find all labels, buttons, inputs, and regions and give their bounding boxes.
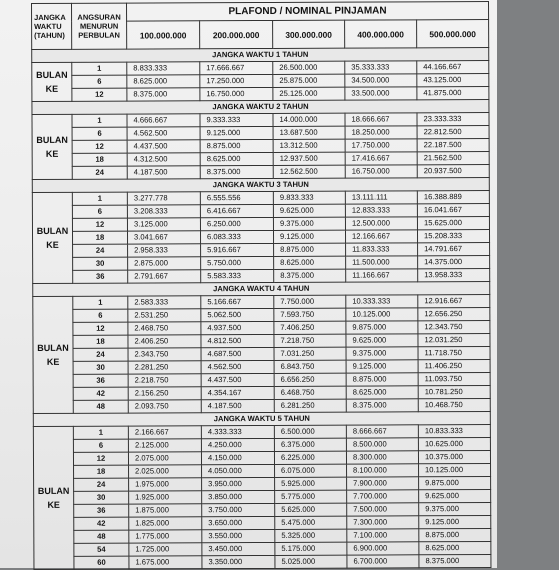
amount-cell: 18.250.000 [345,126,417,139]
amount-cell: 3.350.000 [202,555,275,568]
month-cell: 1 [73,296,128,309]
amount-cell: 4.050.000 [202,464,275,477]
amount-cell: 7.900.000 [347,477,419,490]
amount-cell: 9.625.000 [273,204,345,217]
amount-cell: 14.375.000 [418,256,490,269]
amount-cell: 16.041.667 [417,204,489,217]
amount-cell: 9.833.333 [273,191,345,204]
amount-cell: 8.625.000 [200,152,273,165]
amount-cell: 7.700.000 [347,490,419,503]
amount-cell: 5.625.000 [275,503,347,516]
amount-cell: 11.500.000 [346,256,418,269]
amount-cell: 22.187.500 [417,139,489,152]
amount-cell: 6.843.750 [274,360,346,373]
amount-cell: 44.166.667 [417,61,489,74]
amount-cell: 8.375.000 [127,88,200,101]
bulan-ke-cell [33,296,74,413]
amount-cell: 2.093.750 [128,400,201,413]
month-cell: 18 [72,231,127,244]
amount-cell: 3.125.000 [127,218,200,231]
amount-cell: 2.875.000 [128,257,201,270]
amount-cell: 3.650.000 [202,516,275,529]
amount-cell: 25.875.000 [273,74,345,87]
header-amount-300m: 300.000.000 [273,20,345,48]
amount-cell: 5.175.000 [275,542,347,555]
amount-cell: 25.125.000 [273,87,345,100]
amount-cell: 11.833.333 [346,243,418,256]
month-cell: 24 [72,166,127,179]
month-cell: 1 [72,62,127,75]
amount-cell: 3.850.000 [202,490,275,503]
header-angsuran: ANGSURAN MENURUN PERBULAN [72,3,127,49]
month-cell: 12 [72,218,127,231]
month-cell: 12 [72,88,127,101]
amount-cell: 14.000.000 [273,113,345,126]
amount-cell: 5.916.667 [201,243,274,256]
amount-cell: 8.375.000 [419,554,491,567]
month-cell: 42 [73,387,128,400]
amount-cell: 22.812.500 [417,126,489,139]
amount-cell: 12.656.250 [418,308,490,321]
amount-cell: 2.791.667 [128,270,201,283]
amount-cell: 10.375.000 [418,450,490,463]
amount-cell: 7.300.000 [347,516,419,529]
bulan-label: BULAN [36,134,68,145]
amount-cell: 2.468.750 [128,322,201,335]
amount-cell: 11.718.750 [418,347,490,360]
amount-cell: 3.450.000 [202,542,275,555]
month-cell: 18 [74,465,129,478]
amount-cell: 4.312.500 [127,153,200,166]
amount-cell: 1.775.000 [129,530,202,543]
amount-cell: 15.625.000 [417,217,489,230]
section-title: JANGKA WAKTU 1 TAHUN [32,48,489,63]
amount-cell: 8.625.000 [346,386,418,399]
amount-cell: 3.208.333 [127,205,200,218]
installment-table [31,1,491,570]
amount-cell: 14.791.667 [418,243,490,256]
amount-cell: 4.437.500 [127,140,200,153]
bulan-label: BULAN [37,485,70,496]
amount-cell: 6.700.000 [347,555,419,568]
amount-cell: 16.750.000 [345,165,417,178]
amount-cell: 16.750.000 [200,87,273,100]
amount-cell: 4.437.500 [201,373,274,386]
amount-cell: 8.666.667 [346,425,418,438]
amount-cell: 34.500.000 [345,74,417,87]
amount-cell: 17.750.000 [345,139,417,152]
table-body [32,48,491,570]
month-cell: 6 [72,205,127,218]
amount-cell: 1.875.000 [129,504,202,517]
amount-cell: 11.093.750 [418,373,490,386]
header-jangka-waktu: JANGKA WAKTU (TAHUN) [32,3,72,49]
amount-cell: 7.593.750 [274,308,346,321]
amount-cell: 5.062.500 [201,308,274,321]
month-cell: 30 [73,257,128,270]
amount-cell: 6.500.000 [274,425,346,438]
amount-cell: 9.875.000 [419,476,491,489]
installment-table-sheet [31,1,490,570]
month-cell: 6 [73,309,128,322]
month-cell: 6 [73,439,128,452]
amount-cell: 5.166.667 [201,295,274,308]
amount-cell: 13.312.500 [273,139,345,152]
amount-cell: 4.812.500 [201,334,274,347]
amount-cell: 4.666.667 [127,114,200,127]
bulan-ke-cell [32,114,72,179]
amount-cell: 9.333.333 [200,113,273,126]
amount-cell: 8.875.000 [200,139,273,152]
amount-cell: 10.125.000 [346,308,418,321]
amount-cell: 7.100.000 [347,529,419,542]
month-cell: 24 [73,244,128,257]
month-cell: 48 [74,530,129,543]
header-amount-400m: 400.000.000 [345,20,417,48]
amount-cell: 6.416.667 [200,204,273,217]
amount-cell: 9.625.000 [419,489,491,502]
amount-cell: 6.250.000 [200,217,273,230]
header-amount-200m: 200.000.000 [200,20,273,48]
amount-cell: 5.475.000 [275,516,347,529]
amount-cell: 8.375.000 [200,165,273,178]
amount-cell: 2.406.250 [128,335,201,348]
amount-cell: 10.125.000 [419,463,491,476]
amount-cell: 9.875.000 [346,321,418,334]
amount-cell: 6.281.250 [274,399,346,412]
amount-cell: 20.937.500 [417,165,489,178]
month-cell: 1 [72,192,127,205]
amount-cell: 1.675.000 [129,556,202,569]
month-cell: 12 [73,322,128,335]
amount-cell: 7.218.750 [274,334,346,347]
header-amount-500m: 500.000.000 [417,20,489,48]
ke-label: KE [46,356,60,367]
amount-cell: 2.218.750 [128,374,201,387]
amount-cell: 17.666.667 [200,61,273,74]
amount-cell: 2.156.250 [128,387,201,400]
month-cell: 24 [74,478,129,491]
amount-cell: 9.125.000 [200,126,273,139]
month-cell: 36 [73,270,128,283]
amount-cell: 7.031.250 [274,347,346,360]
amount-cell: 6.555.556 [200,191,273,204]
amount-cell: 4.333.333 [201,425,274,438]
amount-cell: 10.781.250 [418,386,490,399]
month-cell: 30 [73,361,128,374]
amount-cell: 15.208.333 [417,230,489,243]
section-title: JANGKA WAKTU 3 TAHUN [32,178,489,193]
amount-cell: 8.625.000 [127,75,200,88]
amount-cell: 2.343.750 [128,348,201,361]
amount-cell: 1.975.000 [129,478,202,491]
amount-cell: 4.687.500 [201,347,274,360]
amount-cell: 11.406.250 [418,360,490,373]
amount-cell: 5.583.333 [201,269,274,282]
amount-cell: 17.250.000 [200,74,273,87]
amount-cell: 17.416.667 [345,152,417,165]
bulan-ke-cell [32,62,72,101]
amount-cell: 10.468.750 [418,398,490,411]
amount-cell: 12.500.000 [345,217,417,230]
amount-cell: 2.281.250 [128,361,201,374]
amount-cell: 9.125.000 [273,230,345,243]
amount-cell: 23.333.333 [417,113,489,126]
amount-cell: 5.775.000 [275,490,347,503]
amount-cell: 12.343.750 [418,321,490,334]
bulan-label: BULAN [36,69,68,80]
month-cell: 12 [72,140,127,153]
amount-cell: 5.750.000 [201,256,274,269]
amount-cell: 12.833.333 [345,204,417,217]
amount-cell: 13.958.333 [418,269,490,282]
amount-cell: 3.950.000 [202,477,275,490]
amount-cell: 4.937.500 [201,321,274,334]
amount-cell: 2.125.000 [128,439,201,452]
bulan-label: BULAN [37,342,69,353]
amount-cell: 12.166.667 [345,230,417,243]
amount-cell: 2.583.333 [128,296,201,309]
amount-cell: 10.833.333 [418,424,490,437]
amount-cell: 13.687.500 [273,126,345,139]
month-cell: 24 [73,348,128,361]
amount-cell: 8.500.000 [346,438,418,451]
amount-cell: 6.225.000 [274,451,346,464]
amount-cell: 4.150.000 [201,451,274,464]
amount-cell: 6.083.333 [200,230,273,243]
amount-cell: 8.625.000 [419,541,491,554]
amount-cell: 26.500.000 [273,61,345,74]
amount-cell: 9.375.000 [273,217,345,230]
section-title: JANGKA WAKTU 4 TAHUN [33,282,490,297]
amount-cell: 11.166.667 [346,269,418,282]
amount-cell: 1.725.000 [129,543,202,556]
amount-cell: 10.625.000 [418,437,490,450]
amount-cell: 5.925.000 [275,477,347,490]
amount-cell: 6.900.000 [347,542,419,555]
amount-cell: 8.625.000 [274,256,346,269]
amount-cell: 8.833.333 [127,62,200,75]
amount-cell: 6.656.250 [274,373,346,386]
month-cell: 60 [74,556,129,569]
amount-cell: 8.375.000 [346,399,418,412]
amount-cell: 9.375.000 [419,502,491,515]
amount-cell: 4.562.500 [127,127,200,140]
amount-cell: 12.562.500 [273,165,345,178]
header-plafond: PLAFOND / NOMINAL PINJAMAN [127,2,489,22]
amount-cell: 8.875.000 [346,373,418,386]
amount-cell: 12.916.667 [418,295,490,308]
month-cell: 54 [74,543,129,556]
amount-cell: 3.750.000 [202,503,275,516]
section-title: JANGKA WAKTU 2 TAHUN [32,100,489,115]
amount-cell: 7.750.000 [274,295,346,308]
amount-cell: 3.041.667 [127,231,200,244]
month-cell: 1 [73,426,128,439]
amount-cell: 2.531.250 [128,309,201,322]
ke-label: KE [47,499,60,510]
ke-label: KE [46,239,59,250]
section-title: JANGKA WAKTU 5 TAHUN [33,411,490,426]
month-cell: 12 [73,452,128,465]
table-row [34,554,491,569]
amount-cell: 5.025.000 [275,555,347,568]
amount-cell: 4.250.000 [201,438,274,451]
amount-cell: 10.333.333 [346,295,418,308]
amount-cell: 9.125.000 [419,515,491,528]
amount-cell: 1.925.000 [129,491,202,504]
amount-cell: 3.277.778 [127,192,200,205]
amount-cell: 9.625.000 [346,334,418,347]
amount-cell: 16.388.889 [417,191,489,204]
ke-label: KE [45,148,59,159]
month-cell: 1 [72,114,127,127]
amount-cell: 12.031.250 [418,334,490,347]
amount-cell: 43.125.000 [417,74,489,87]
amount-cell: 8.875.000 [274,243,346,256]
amount-cell: 21.562.500 [417,152,489,165]
amount-cell: 4.187.500 [201,399,274,412]
bulan-ke-cell [32,192,72,283]
amount-cell: 41.875.000 [417,87,489,100]
amount-cell: 9.125.000 [346,360,418,373]
amount-cell: 35.333.333 [345,61,417,74]
amount-cell: 4.187.500 [127,166,200,179]
month-cell: 6 [72,75,127,88]
amount-cell: 8.100.000 [347,464,419,477]
amount-cell: 4.354.167 [201,386,274,399]
header-amount-100m: 100.000.000 [127,21,200,49]
month-cell: 36 [74,504,129,517]
amount-cell: 6.075.000 [275,464,347,477]
amount-cell: 6.468.750 [274,386,346,399]
month-cell: 48 [73,400,128,413]
month-cell: 36 [73,374,128,387]
month-cell: 42 [74,517,129,530]
amount-cell: 33.500.000 [345,87,417,100]
amount-cell: 2.075.000 [128,452,201,465]
amount-cell: 2.958.333 [128,244,201,257]
amount-cell: 13.111.111 [345,191,417,204]
month-cell: 18 [72,153,127,166]
amount-cell: 3.550.000 [202,529,275,542]
amount-cell: 6.375.000 [274,438,346,451]
amount-cell: 5.325.000 [275,529,347,542]
amount-cell: 2.025.000 [129,465,202,478]
amount-cell: 2.166.667 [128,426,201,439]
month-cell: 30 [74,491,129,504]
bulan-label: BULAN [36,225,69,236]
ke-label: KE [45,83,59,94]
amount-cell: 8.300.000 [346,451,418,464]
amount-cell: 18.666.667 [345,113,417,126]
amount-cell: 12.937.500 [273,152,345,165]
amount-cell: 7.406.250 [274,321,346,334]
amount-cell: 7.500.000 [347,503,419,516]
month-cell: 6 [72,127,127,140]
amount-cell: 4.562.500 [201,360,274,373]
amount-cell: 1.825.000 [129,517,202,530]
bulan-ke-cell [33,426,74,569]
amount-cell: 9.375.000 [346,347,418,360]
amount-cell: 8.875.000 [419,528,491,541]
month-cell: 18 [73,335,128,348]
amount-cell: 8.375.000 [274,269,346,282]
